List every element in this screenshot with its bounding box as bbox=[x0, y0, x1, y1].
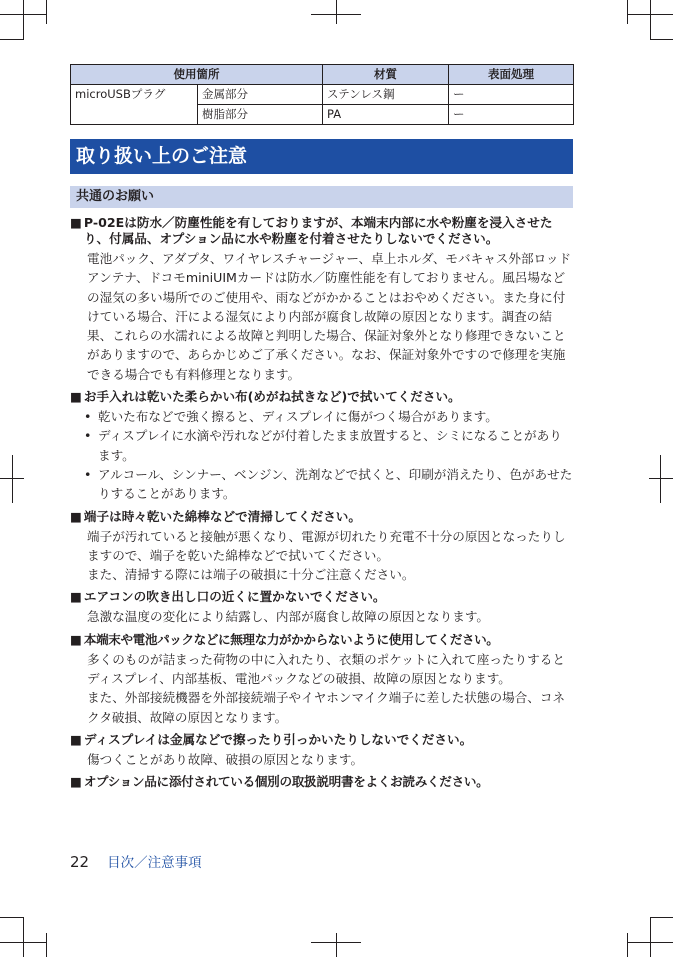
caution-heading-text: P-02Eは防水／防塵性能を有しておりますが、本端末内部に水や粉塵を浸入させたり、付属品、オプション品に水や粉塵を付着させたりしないでください。 bbox=[83, 215, 553, 246]
crop-mark bbox=[627, 942, 673, 943]
crop-mark bbox=[650, 0, 651, 40]
crop-mark bbox=[23, 917, 24, 957]
table-header-cell: 材質 bbox=[323, 65, 449, 85]
caution-section bbox=[70, 509, 573, 585]
table-row bbox=[71, 85, 574, 105]
caution-body bbox=[87, 650, 573, 727]
caution-heading bbox=[70, 632, 573, 648]
material-table bbox=[70, 64, 574, 125]
crop-mark bbox=[0, 917, 23, 918]
caution-section bbox=[70, 215, 573, 384]
list-item-text: アルコール、シンナー、ベンジン、洗剤などで拭くと、印刷が消えたり、色があせたりすることがあります。 bbox=[98, 466, 573, 502]
crop-mark bbox=[650, 917, 673, 918]
crop-mark bbox=[627, 14, 673, 15]
paragraph: 電池パック、アダプタ、ワイヤレスチャージャー、卓上ホルダ、モバキャス外部ロッドアンテナ、ドコモminiUIMカードは防水／防塵性能を有しておりません。風呂場などの湿気の多い場所でのご使用や、雨などがかかることはおやめください。また身に付けている場合、汗による湿気により内部が腐食し故障の原因となります。調査の結果、これらの水濡れによる故障と判明した場合、保証対象外となり修理できないことがありますので、あらかじめご了承ください。なお、保証対象外ですので修理を実施できる場合でも有料修理となります。 bbox=[87, 251, 572, 382]
list-item-text: ディスプレイに水滴や汚れなどが付着したまま放置すると、シミになることがあります。 bbox=[98, 428, 562, 463]
crop-mark bbox=[0, 942, 46, 943]
square-bullet-icon: ■ bbox=[70, 508, 82, 524]
toc-link[interactable]: 目次／注意事項 bbox=[107, 855, 202, 871]
crop-mark bbox=[660, 455, 661, 503]
crop-mark bbox=[649, 478, 673, 479]
table-header-cell: 使用箇所 bbox=[71, 65, 323, 85]
paragraph: また、清掃する際には端子の破損に十分ご注意ください。 bbox=[87, 567, 415, 583]
page-number: 22 bbox=[70, 853, 90, 871]
table-cell: ステンレス鋼 bbox=[323, 85, 449, 105]
table-cell: ー bbox=[449, 85, 574, 105]
caution-section bbox=[70, 632, 573, 727]
caution-section bbox=[70, 732, 573, 769]
crop-mark bbox=[627, 933, 628, 957]
caution-heading bbox=[70, 732, 573, 748]
caution-heading bbox=[70, 774, 573, 790]
section-subtitle: 共通のお願い bbox=[70, 186, 573, 208]
table-cell: ー bbox=[449, 105, 574, 125]
caution-heading bbox=[70, 509, 573, 525]
table-header-cell: 表面処理 bbox=[449, 65, 574, 85]
bullet-dot-icon: • bbox=[84, 409, 92, 425]
table-header-row bbox=[71, 65, 574, 85]
caution-section bbox=[70, 774, 573, 790]
bullet-list bbox=[70, 407, 573, 503]
caution-body bbox=[87, 527, 573, 585]
caution-heading bbox=[70, 215, 573, 247]
table-cell: PA bbox=[323, 105, 449, 125]
table-cell: 樹脂部分 bbox=[198, 105, 323, 125]
bullet-dot-icon: • bbox=[84, 466, 92, 482]
square-bullet-icon: ■ bbox=[70, 389, 82, 405]
square-bullet-icon: ■ bbox=[70, 631, 82, 647]
crop-mark bbox=[627, 0, 628, 24]
square-bullet-icon: ■ bbox=[70, 774, 82, 790]
crop-mark bbox=[336, 933, 337, 957]
page-content bbox=[70, 64, 573, 790]
table-cell: 金属部分 bbox=[198, 85, 323, 105]
crop-mark bbox=[12, 455, 13, 503]
caution-heading bbox=[70, 389, 573, 405]
crop-mark bbox=[650, 39, 673, 40]
caution-heading-text: エアコンの吹き出し口の近くに置かないでください。 bbox=[83, 589, 386, 605]
page-title: 取り扱い上のご注意 bbox=[70, 139, 573, 174]
crop-mark bbox=[650, 917, 651, 957]
crop-mark bbox=[0, 39, 23, 40]
paragraph: 傷つくことがあり故障、破損の原因となります。 bbox=[87, 751, 364, 767]
list-item bbox=[70, 465, 573, 504]
paragraph: また、外部接続機器を外部接続端子やイヤホンマイク端子に差した状態の場合、コネクタ破損、故障の原因となります。 bbox=[87, 690, 566, 725]
caution-body bbox=[87, 750, 573, 769]
list-item-text: 乾いた布などで強く擦ると、ディスプレイに傷がつく場合があります。 bbox=[98, 409, 498, 425]
page-footer bbox=[70, 851, 202, 871]
square-bullet-icon: ■ bbox=[70, 731, 82, 747]
crop-mark bbox=[336, 0, 337, 24]
crop-mark bbox=[23, 0, 24, 40]
crop-mark bbox=[46, 0, 47, 24]
table-cell-part: microUSBプラグ bbox=[71, 85, 198, 125]
square-bullet-icon: ■ bbox=[70, 589, 82, 605]
caution-heading-text: 端子は時々乾いた綿棒などで清掃してください。 bbox=[83, 508, 361, 524]
crop-mark bbox=[0, 14, 46, 15]
caution-heading-text: 本端末や電池パックなどに無理な力がかからないように使用してください。 bbox=[83, 631, 499, 647]
caution-body bbox=[87, 607, 573, 626]
square-bullet-icon: ■ bbox=[70, 215, 82, 230]
list-item bbox=[70, 407, 573, 426]
caution-heading-text: お手入れは乾いた柔らかい布(めがね拭きなど)で拭いてください。 bbox=[83, 389, 461, 405]
list-item bbox=[70, 426, 573, 465]
paragraph: 端子が汚れていると接触が悪くなり、電源が切れたり充電不十分の原因となったりしますので、端子を乾いた綿棒などで拭いてください。 bbox=[87, 528, 566, 563]
caution-heading-text: ディスプレイは金属などで擦ったり引っかいたりしないでください。 bbox=[83, 731, 473, 747]
paragraph: 急激な温度の変化により結露し、内部が腐食し故障の原因となります。 bbox=[87, 609, 489, 625]
caution-heading-text: オプション品に添付されている個別の取扱説明書をよくお読みください。 bbox=[83, 774, 489, 790]
crop-mark bbox=[46, 933, 47, 957]
paragraph: 多くのものが詰まった荷物の中に入れたり、衣類のポケットに入れて座ったりするとディスプレイ、内部基板、電池パックなどの破損、故障の原因となります。 bbox=[87, 651, 565, 687]
caution-section bbox=[70, 589, 573, 626]
caution-section bbox=[70, 389, 573, 503]
bullet-dot-icon: • bbox=[84, 428, 92, 444]
caution-heading bbox=[70, 589, 573, 605]
caution-body bbox=[87, 249, 573, 384]
